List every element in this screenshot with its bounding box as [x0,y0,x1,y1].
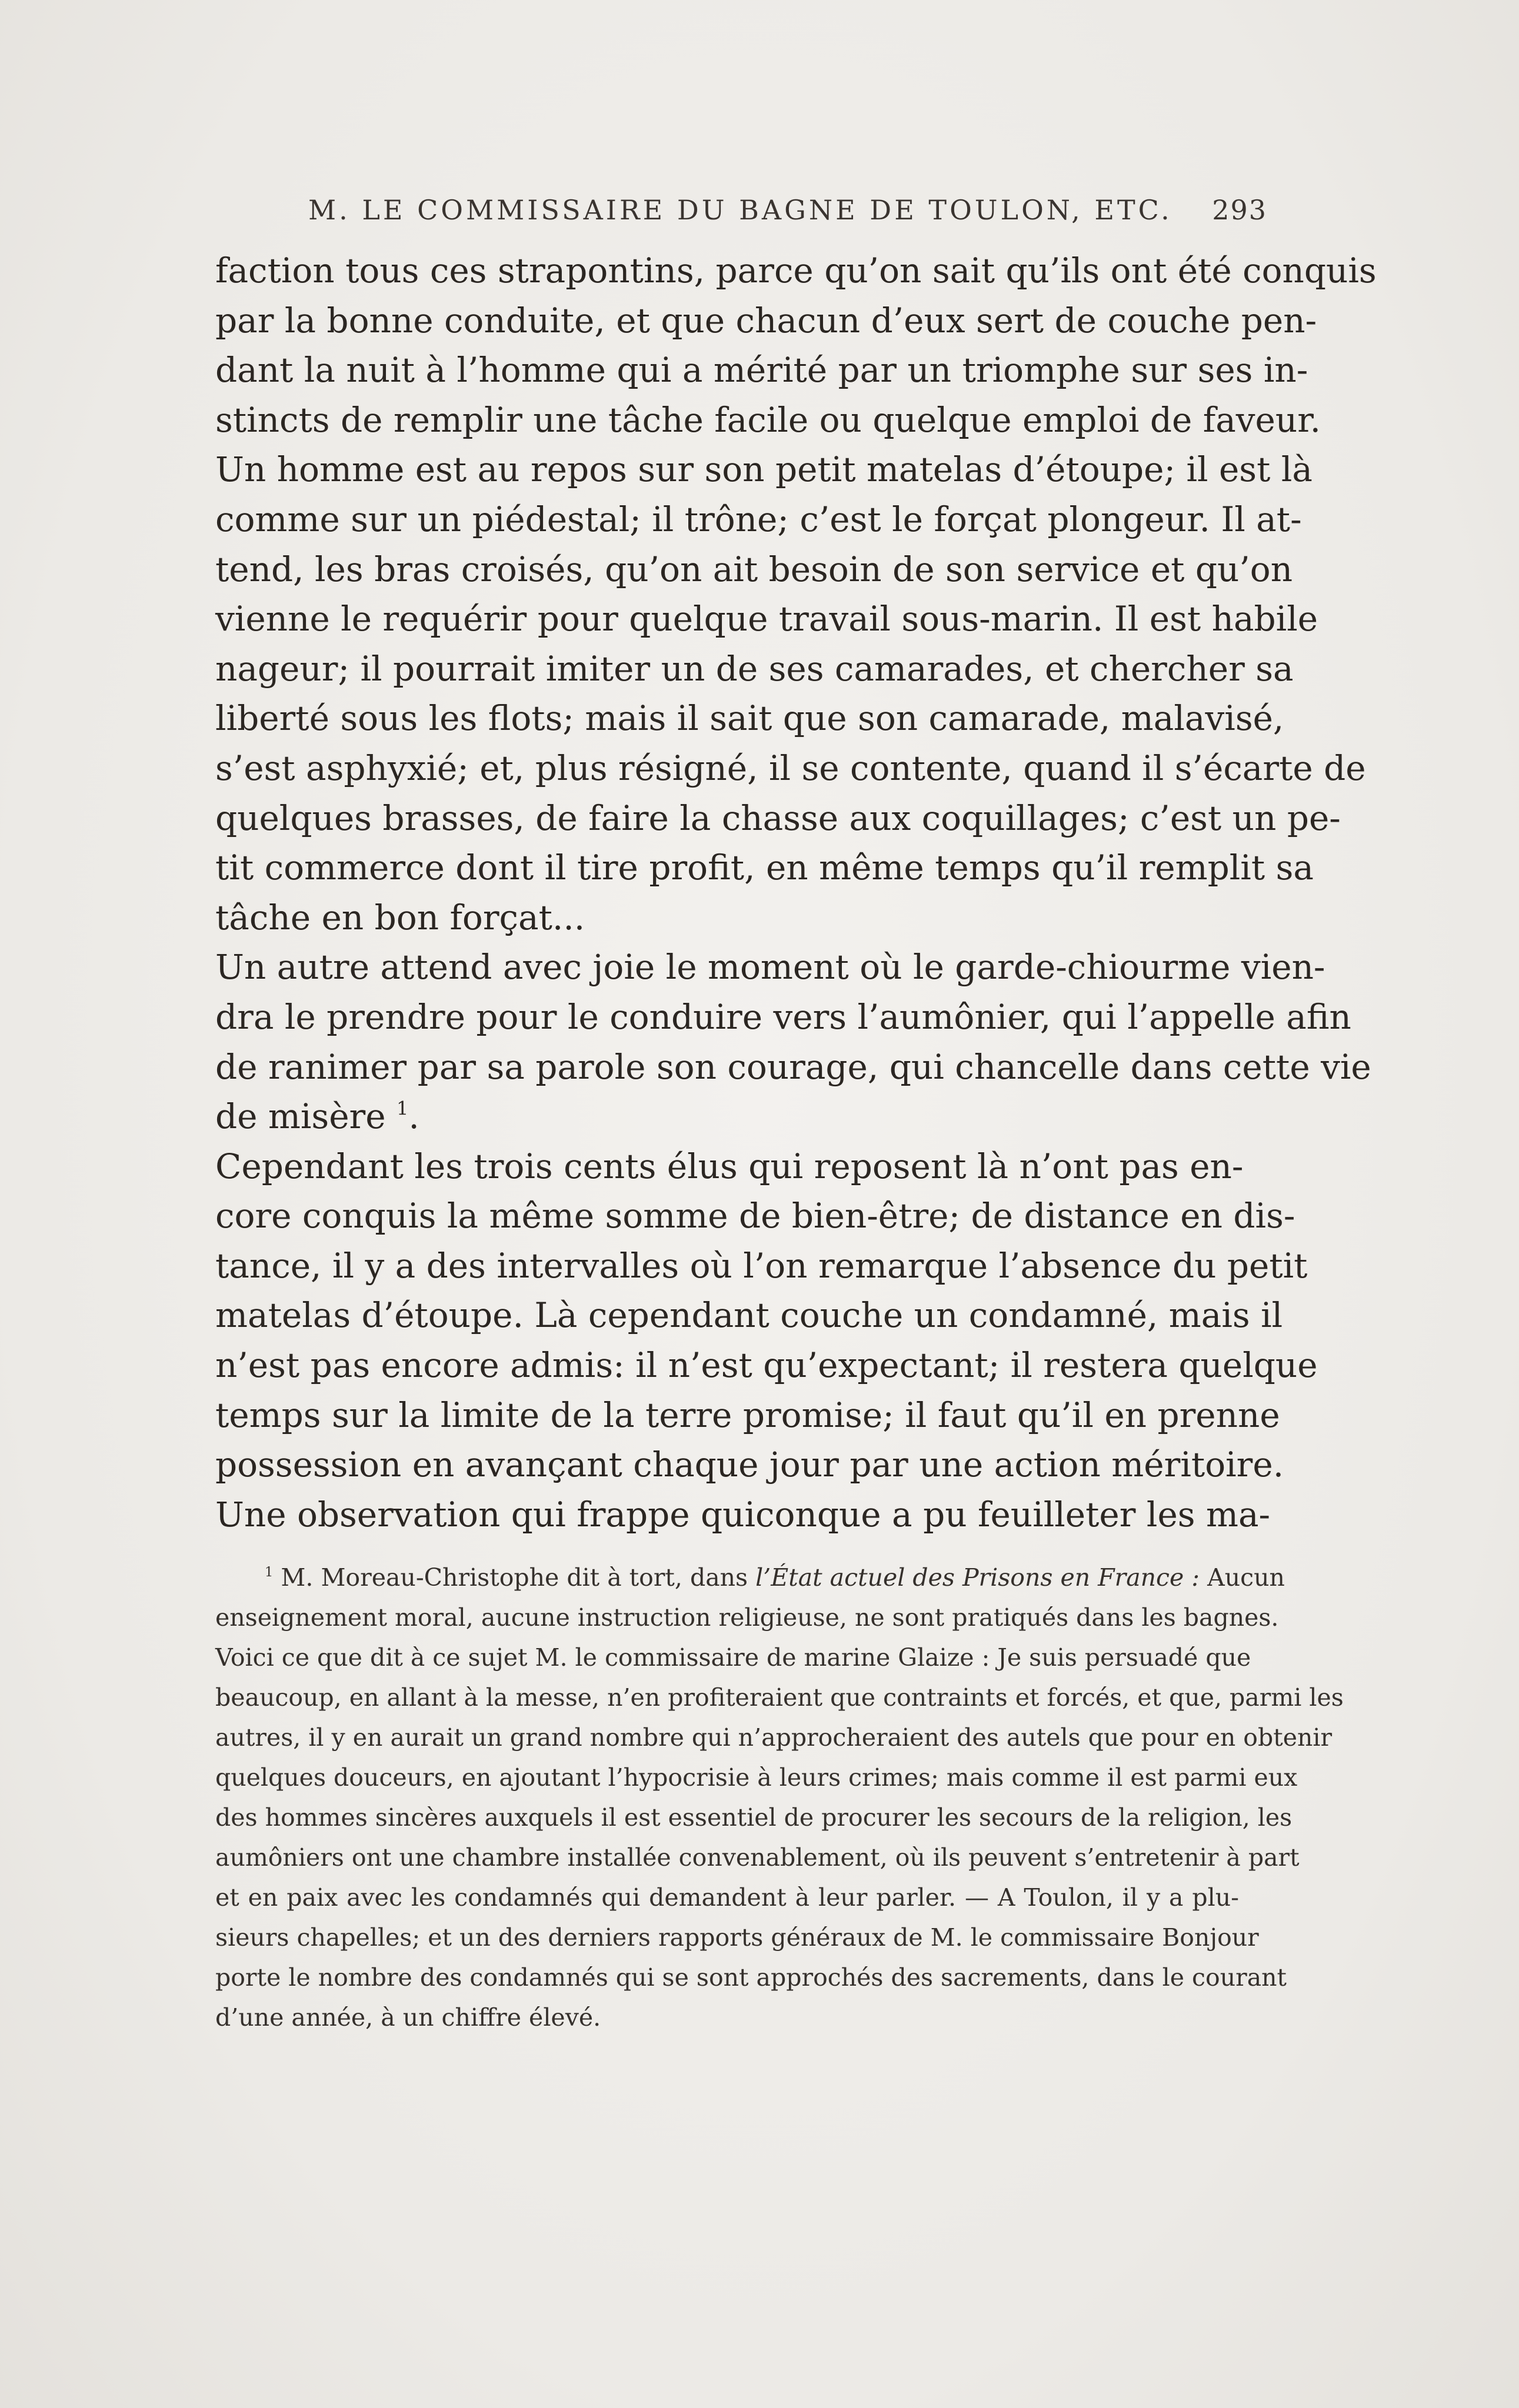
footnote-line: des hommes sincères auxquels il est essentiel de procurer les secours de la religion, les [215,1803,1293,1832]
text-line: dra le prendre pour le conduire vers l’aumônier, qui l’appelle afin [215,996,1351,1037]
main-text [215,246,1377,1539]
footnote-text: M. Moreau-Christophe dit à tort, dans [281,1563,748,1592]
text-line: tend, les bras croisés, qu’on ait besoin de son service et qu’on [215,549,1293,589]
footnote-line: beaucoup, en allant à la messe, n’en profiteraient que contraints et forcés, et que, parmi les [215,1683,1344,1712]
text-line: possession en avançant chaque jour par une action méritoire. [215,1445,1284,1485]
text-line: quelques brasses, de faire la chasse aux coquillages; c’est un pe- [215,798,1341,838]
text-line: nageur; il pourrait imiter un de ses camarades, et chercher sa [215,648,1294,689]
text-line: liberté sous les flots; mais il sait que son camarade, malavisé, [215,698,1284,739]
footnote-line: quelques douceurs, en ajoutant l’hypocrisie à leurs crimes; mais comme il est parmi eux [215,1763,1298,1792]
text-line: Un homme est au repos sur son petit matelas d’étoupe; il est là [215,449,1313,490]
text-line: tit commerce dont il tire profit, en même temps qu’il remplit sa [215,848,1314,888]
text-line: stincts de remplir une tâche facile ou quelque emploi de faveur. [215,399,1321,440]
page-number: 293 [1212,194,1267,226]
text-segment: de misère [215,1096,386,1137]
footnote-line [215,1557,1285,1597]
footnote-line: Voici ce que dit à ce sujet M. le commissaire de marine Glaize : Je suis persuadé que [215,1643,1251,1672]
footnote-text: Aucun [1207,1563,1285,1592]
footnote-reference: 1 [397,1097,409,1120]
footnote-line: enseignement moral, aucune instruction religieuse, ne sont pratiqués dans les bagnes. [215,1603,1279,1632]
text-line: s’est asphyxié; et, plus résigné, il se contente, quand il s’écarte de [215,748,1366,788]
text-line: comme sur un piédestal; il trône; c’est le forçat plongeur. Il at- [215,499,1302,539]
text-line: Cependant les trois cents élus qui reposent là n’ont pas en- [215,1146,1244,1186]
text-line: matelas d’étoupe. Là cependant couche un condamné, mais il [215,1295,1283,1336]
text-line: de misère $^1$. [215,1096,419,1137]
text-line: dant la nuit à l’homme qui a mérité par un triomphe sur ses in- [215,350,1308,391]
text-line: tance, il y a des intervalles où l’on remarque l’absence du petit [215,1245,1308,1286]
text-line: par la bonne conduite, et que chacun d’eux sert de couche pen- [215,300,1317,341]
footnote-line: aumôniers ont une chambre installée convenablement, où ils peuvent s’entretenir à part [215,1843,1300,1872]
footnote-line: d’une année, à un chiffre élevé. [215,2003,601,2032]
text-line: Une observation qui frappe quiconque a pu feuilleter les ma- [215,1494,1271,1535]
text-line: faction tous ces strapontins, parce qu’on sait qu’ils ont été conquis [215,251,1377,291]
text-line: Un autre attend avec joie le moment où le garde-chiourme vien- [215,947,1325,988]
footnote-line: et en paix avec les condamnés qui demandent à leur parler. — A Toulon, il y a plu- [215,1883,1239,1912]
text-line: n’est pas encore admis: il n’est qu’expectant; il restera quelque [215,1345,1318,1386]
text-line: tâche en bon forçat... [215,897,585,938]
footnote-line: porte le nombre des condamnés qui se sont approchés des sacrements, dans le courant [215,1963,1287,1992]
text-line: de ranimer par sa parole son courage, qui chancelle dans cette vie [215,1046,1371,1087]
footnote-line: sieurs chapelles; et un des derniers rapports généraux de M. le commissaire Bonjour [215,1923,1259,1952]
text-line: vienne le requérir pour quelque travail sous-marin. Il est habile [215,599,1318,639]
cited-title: l’État actuel des Prisons en France : [755,1563,1200,1592]
running-title: M. LE COMMISSAIRE DU BAGNE DE TOULON, ETC. [308,194,1172,226]
footnote [215,1557,1344,2037]
running-header [308,194,1267,226]
text-line: temps sur la limite de la terre promise; il faut qu’il en prenne [215,1395,1280,1435]
footnote-line: autres, il y en aurait un grand nombre qui n’approcheraient des autels que pour en obtenir [215,1723,1333,1752]
footnote-marker: 1 [265,1565,274,1580]
text-line: core conquis la même somme de bien-être; de distance en dis- [215,1196,1295,1236]
